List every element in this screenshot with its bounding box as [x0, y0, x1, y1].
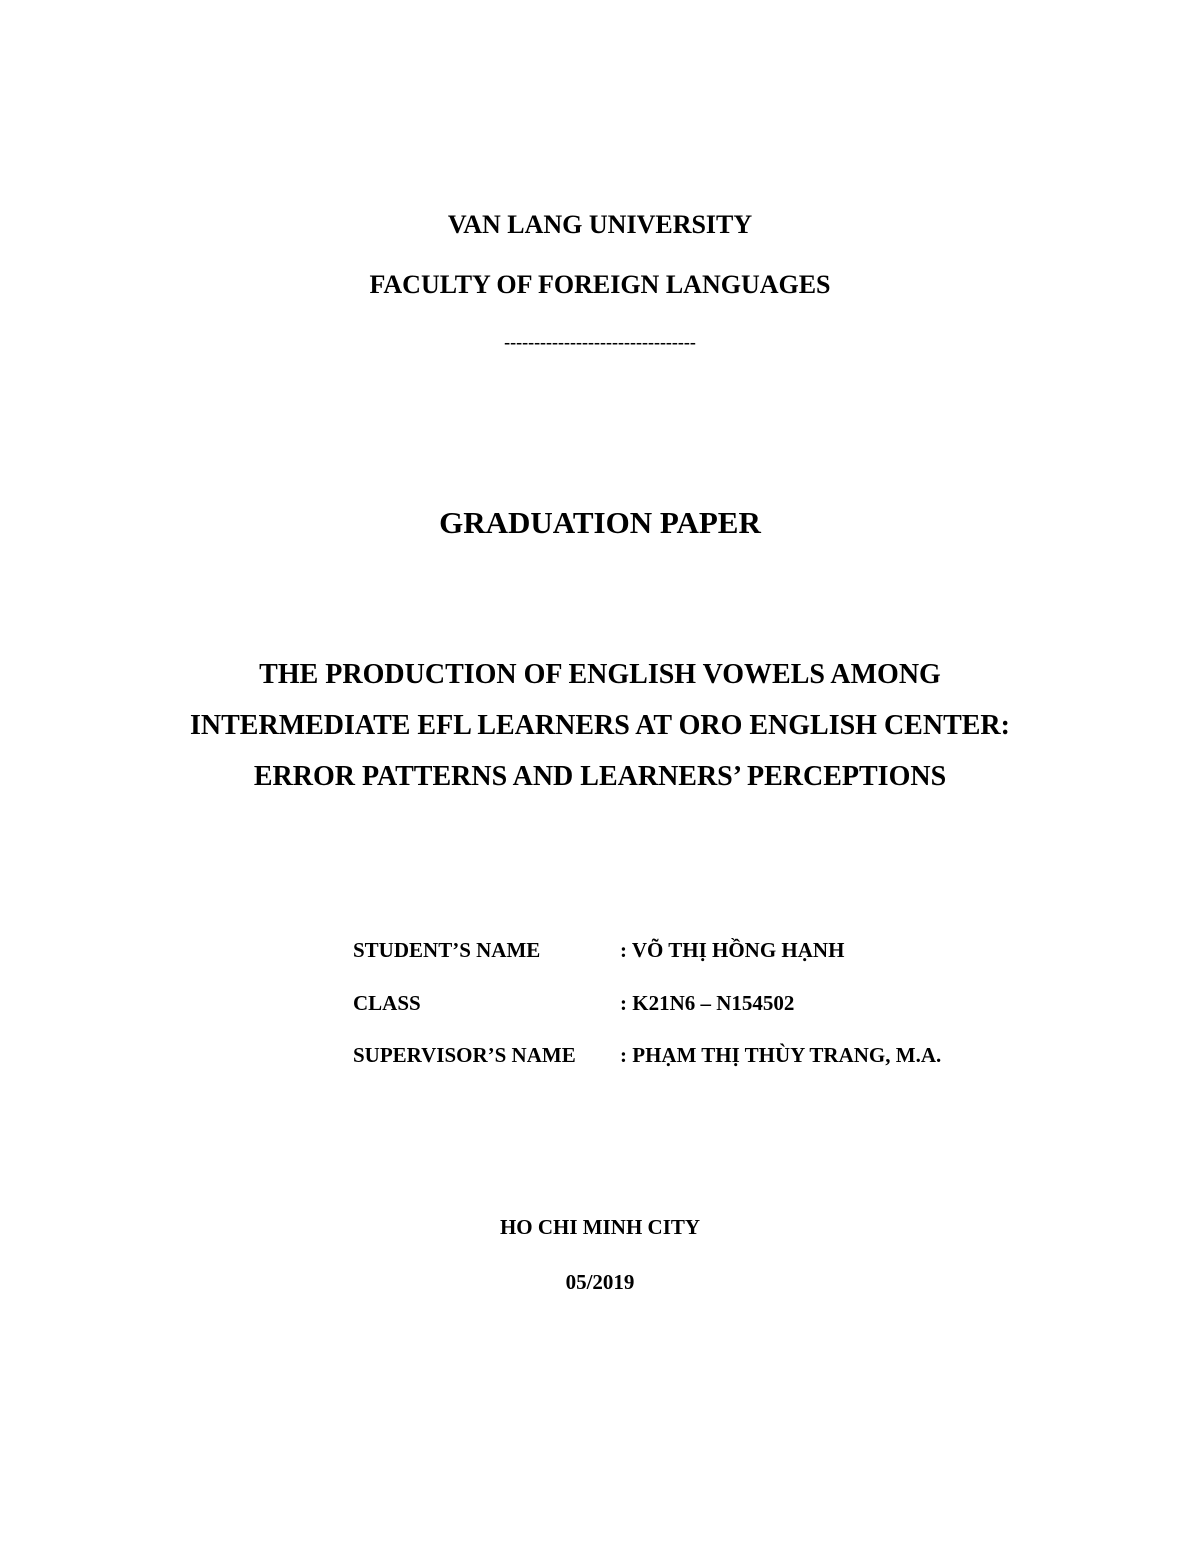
class-row [353, 991, 941, 1044]
student-label: STUDENT’S NAME [353, 938, 541, 962]
date: 05/2019 [565, 1270, 635, 1294]
paper-type: GRADUATION PAPER [439, 505, 761, 540]
student-row [353, 938, 941, 991]
title-line-2: INTERMEDIATE EFL LEARNERS AT ORO ENGLISH CENTER: [190, 710, 1010, 741]
class-label: CLASS [353, 990, 421, 1015]
title-line-1: THE PRODUCTION OF ENGLISH VOWELS AMONG [259, 659, 941, 690]
university-name: VAN LANG UNIVERSITY [447, 210, 753, 239]
city: HO CHI MINH CITY [499, 1215, 701, 1239]
supervisor-row [353, 1043, 941, 1096]
supervisor-label: SUPERVISOR’S NAME [353, 1043, 576, 1067]
student-value: : VÕ THỊ HỒNG HẠNH [620, 938, 845, 962]
info-block [353, 938, 941, 1096]
separator-line: -------------------------------- [504, 332, 696, 352]
title-line-3: ERROR PATTERNS AND LEARNERS’ PERCEPTIONS [253, 761, 947, 792]
class-value: : K21N6 – N154502 [620, 990, 795, 1015]
faculty-name: FACULTY OF FOREIGN LANGUAGES [369, 270, 831, 299]
supervisor-value: : PHẠM THỊ THÙY TRANG, M.A. [620, 1043, 942, 1067]
